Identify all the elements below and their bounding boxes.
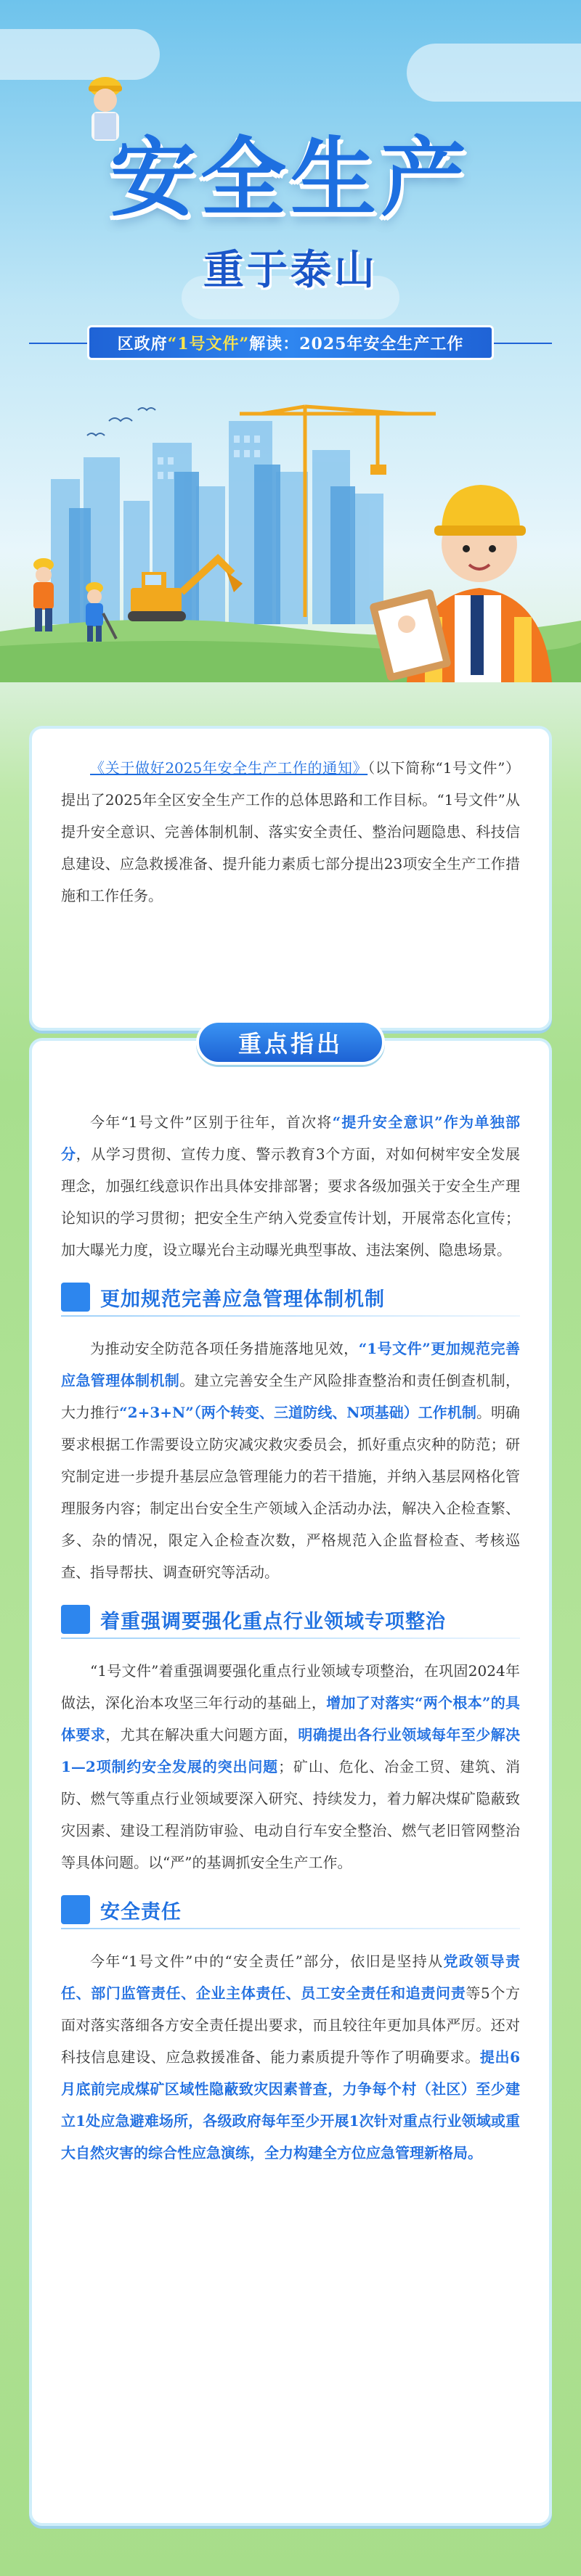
text-span: ；矿山、危化、冶金工贸、建筑、消防、燃气等重点行业领域要深入研究、持续发力，着力解决煤矿隐蔽致灾因素、建设工程消防审验、电动自行车安全整治、燃气老旧管网整治等具体问题。以“严”的基调抓安全生产工作。: [61, 1758, 521, 1871]
section-underline: [61, 1928, 520, 1929]
ribbon-divider-left: [29, 343, 87, 344]
section-title: 安全责任: [100, 1900, 182, 1923]
intro-text: （以下简称“1号文件”）提出了2025年全区安全生产工作的总体思路和工作目标。“1号文件”从提升安全意识、完善体制机制、落实安全责任、整治问题隐患、科技信息建设、应急救援准备、提升能力素质七部分提出23项安全生产工作措施和工作任务。: [61, 759, 520, 904]
highlight-text: 党政领导责任、部门监管责任、企业主体责任、员工安全责任和追责问责: [61, 1953, 520, 2002]
blue-square-icon: [61, 1895, 90, 1924]
ribbon-prefix: 区政府: [117, 334, 168, 353]
section-header-mechanism: [61, 1279, 520, 1317]
text-span: ，从学习贯彻、宣传力度、警示教育3个方面，对如何树牢安全发展理念，加强红线意识作出具体安排部署；要求各级加强关于安全生产理论知识的学习贯彻；把安全生产纳入党委宣传计划，开展常态化宣传；加大曝光力度，设立曝光台主动曝光典型事故、违法案例、隐患场景。: [61, 1145, 521, 1259]
ribbon-highlight: “1号文件”: [167, 334, 250, 353]
section-pill: 重点指出: [196, 1020, 385, 1065]
ribbon-suffix: 解读：2025年安全生产工作: [249, 334, 464, 353]
text-span: 。明确要求根据工作需要设立防灾减灾救灾委员会，抓好重点灾种的防范；研究制定进一步提升基层应急管理能力的若干措施，并纳入基层网格化管理服务内容；制定出台安全生产领域入企活动办法，解决入企检查繁、多、杂的情况，限定入企检查次数，严格规范入企监督检查、考核巡查、指导帮扶、调查研究等活动。: [61, 1404, 521, 1581]
key-points-paragraph: [61, 1106, 520, 1266]
text-span: 今年“1号文件”中的“安全责任”部分，依旧是坚持从: [90, 1953, 444, 1970]
intro-paragraph: [61, 752, 520, 912]
blue-square-icon: [61, 1283, 90, 1312]
text-span: 等5个方面对落实落细各方安全责任提出要求，而且较往年更加具体严厉。还对科技信息建设、应急救援准备、能力素质提升等作了明确要求。: [61, 1984, 520, 2066]
highlight-text: “1号文件”更加规范完善应急管理体制机制: [61, 1340, 520, 1389]
section-header-responsibility: [61, 1892, 520, 1929]
highlight-text: 增加了对落实“两个根本”的具体要求: [61, 1694, 520, 1743]
highlight-text: “提升安全意识”作为单独部分: [61, 1113, 520, 1163]
intro-card: [29, 726, 552, 1031]
section-title: 着重强调要强化重点行业领域专项整治: [100, 1610, 446, 1633]
ribbon-divider-right: [494, 343, 552, 344]
highlight-text: 提出6月底前完成煤矿区域性隐蔽致灾因素普查，力争每个村（社区）至少建立1处应急避难场所，各级政府每年至少开展1次针对重点行业领域或重大自然灾害的综合性应急演练，全力构建全方位应急管理新格局。: [61, 2048, 520, 2162]
text-span: 为推动安全防范各项任务措施落地见效，: [90, 1340, 359, 1357]
rectification-paragraph: [61, 1655, 520, 1878]
highlight-text: 明确提出各行业领域每年至少解决1—2项制约安全发展的突出问题: [61, 1726, 521, 1775]
text-span: 今年“1号文件”区别于往年，首次将: [90, 1113, 333, 1131]
key-points-card: [29, 1038, 552, 2526]
hero-banner: [0, 0, 581, 682]
responsibility-paragraph: [61, 1945, 520, 2169]
highlight-text: “2+3+N”（两个转变、三道防线、N项基础）工作机制: [119, 1404, 476, 1421]
notice-link[interactable]: 《关于做好2025年安全生产工作的通知》: [90, 759, 368, 777]
section-title: 更加规范完善应急管理体制机制: [100, 1288, 385, 1311]
text-span: 。建立完善安全生产风险排查整治和责任倒查机制，大力推行: [61, 1372, 521, 1421]
section-underline: [61, 1637, 520, 1639]
section-underline: [61, 1315, 520, 1317]
blue-square-icon: [61, 1605, 90, 1634]
subtitle-ribbon: [87, 325, 494, 360]
title-block: [0, 109, 581, 296]
page-subtitle: 重于泰山: [203, 247, 378, 294]
text-span: “1号文件”着重强调要强化重点行业领域专项整治，在巩固2024年做法，深化治本攻坚三年行动的基础上，: [61, 1662, 520, 1712]
mechanism-paragraph: [61, 1333, 520, 1588]
construction-illustration: [0, 377, 581, 682]
cloud-decoration: [407, 44, 581, 102]
inspector-worker-icon: [369, 485, 552, 682]
page-title: 安全生产: [110, 128, 471, 228]
text-span: ，尤其在解决重大问题方面，: [105, 1726, 298, 1743]
section-header-rectification: [61, 1601, 520, 1639]
small-worker-icon: [33, 558, 54, 631]
